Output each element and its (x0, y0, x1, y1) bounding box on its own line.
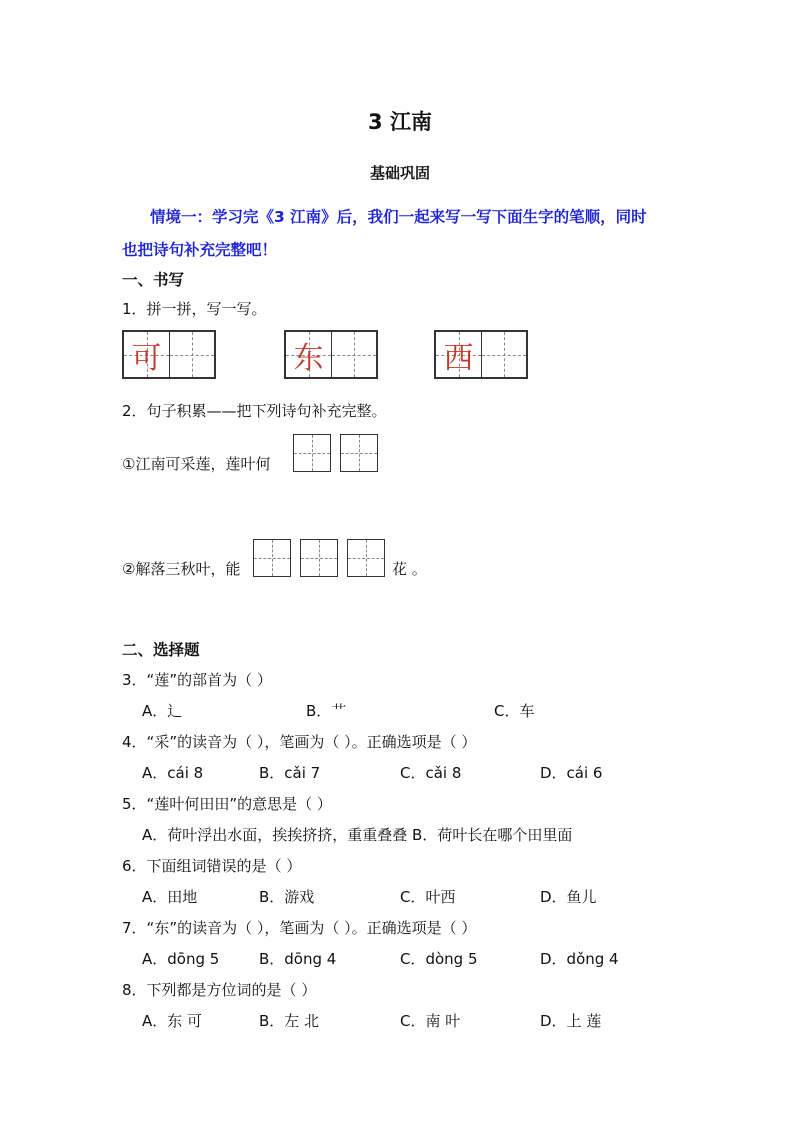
answer-box-1[interactable] (293, 434, 331, 472)
writing-grid-dong (284, 330, 378, 379)
q7-option-d[interactable]: D．dǒng 4 (540, 950, 619, 968)
grid-cell-empty[interactable] (332, 332, 376, 377)
page-title: 3 江南 (368, 110, 432, 134)
question-6-stem: 6．下面组词错误的是（ ） (122, 857, 302, 875)
question-1-stem: 1．拼一拼，写一写。 (122, 300, 267, 318)
q7-option-c[interactable]: C．dòng 5 (400, 950, 478, 968)
model-character: 西 (443, 340, 474, 376)
context-line-1: 情境一：学习完《3 江南》后，我们一起来写一写下面生字的笔顺，同时 (150, 208, 647, 226)
answer-box-2[interactable] (340, 434, 378, 472)
q8-option-c[interactable]: C．南 叶 (400, 1012, 461, 1030)
answer-box-4[interactable] (300, 539, 338, 577)
model-character: 东 (293, 340, 324, 376)
grid-cell-empty[interactable] (170, 332, 214, 377)
q7-option-b[interactable]: B．dōng 4 (259, 950, 337, 968)
q4-option-a[interactable]: A．cái 8 (142, 764, 204, 782)
q3-option-c[interactable]: C．车 (494, 702, 535, 720)
question-5-stem: 5．“莲叶何田田”的意思是（ ） (122, 795, 332, 813)
question-7-stem: 7．“东”的读音为（ ），笔画为（ ）。正确选项是（ ） (122, 919, 477, 937)
answer-box-3[interactable] (253, 539, 291, 577)
section-subtitle: 基础巩固 (369, 164, 430, 182)
grid-cell-filled (286, 332, 332, 377)
grid-cell-empty[interactable] (482, 332, 526, 377)
grid-cell-filled (124, 332, 170, 377)
q6-option-a[interactable]: A．田地 (142, 888, 198, 906)
section-choice-heading: 二、选择题 (122, 641, 200, 659)
q4-option-b[interactable]: B．cǎi 7 (259, 764, 321, 782)
q7-option-a[interactable]: A．dōng 5 (142, 950, 220, 968)
question-3-stem: 3．“莲”的部首为（ ） (122, 671, 272, 689)
writing-grid-xi (434, 330, 528, 379)
question-8-stem: 8．下列都是方位词的是（ ） (122, 981, 317, 999)
poem-line-2-suffix: 花 。 (392, 560, 427, 578)
context-line-2: 也把诗句补充完整吧！ (122, 241, 278, 259)
model-character: 可 (131, 340, 162, 376)
question-4-stem: 4．“采”的读音为（ ），笔画为（ ）。正确选项是（ ） (122, 733, 477, 751)
q8-option-d[interactable]: D．上 莲 (540, 1012, 602, 1030)
question-2-stem: 2．句子积累——把下列诗句补充完整。 (122, 402, 387, 420)
q8-option-b[interactable]: B．左 北 (259, 1012, 320, 1030)
q6-option-b[interactable]: B．游戏 (259, 888, 315, 906)
q6-option-d[interactable]: D．鱼儿 (540, 888, 597, 906)
q3-option-a[interactable]: A．辶 (142, 702, 183, 720)
writing-grid-ke (122, 330, 216, 379)
q4-option-d[interactable]: D．cái 6 (540, 764, 603, 782)
poem-line-2-prefix: ②解落三秋叶，能 (122, 560, 241, 578)
q8-option-a[interactable]: A．东 可 (142, 1012, 203, 1030)
poem-line-1: ①江南可采莲，莲叶何 (122, 455, 271, 473)
q5-options[interactable]: A．荷叶浮出水面，挨挨挤挤，重重叠叠 B．荷叶长在哪个田里面 (142, 826, 573, 844)
q6-option-c[interactable]: C．叶西 (400, 888, 456, 906)
answer-box-5[interactable] (347, 539, 385, 577)
section-writing-heading: 一、书写 (122, 271, 185, 289)
q4-option-c[interactable]: C．cǎi 8 (400, 764, 462, 782)
grid-cell-filled (436, 332, 482, 377)
q3-option-b[interactable]: B．艹 (306, 702, 347, 720)
